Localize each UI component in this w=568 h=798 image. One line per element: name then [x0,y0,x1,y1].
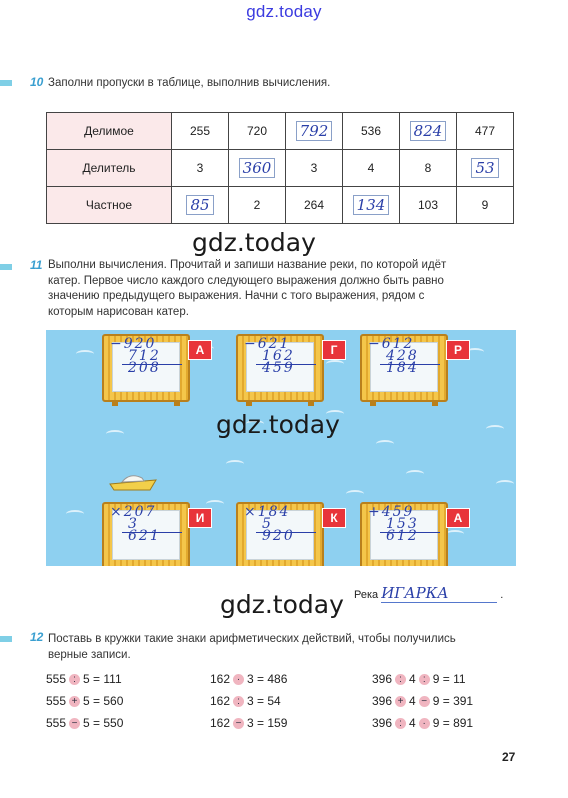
task-marker [0,264,12,270]
equation [46,716,123,730]
row-label: Частное [47,187,172,224]
task-12-line: верные записи. [48,648,131,661]
wave [226,460,244,468]
wave [496,480,514,488]
operator: − [110,336,124,352]
operand-b: 153 [386,516,419,532]
eq-rest: 9 = 391 [432,694,474,708]
board-leg [112,400,118,406]
operator: × [110,504,124,520]
operator-circle[interactable]: : [395,674,406,685]
task-marker [0,80,12,86]
operator-circle[interactable]: : [419,674,430,685]
eq-rest: 9 = 11 [432,672,466,686]
operator-circle[interactable]: + [395,696,406,707]
table-cell: 264 [286,187,343,224]
wave [446,530,464,538]
task-12-line: Поставь в кружки такие знаки арифметических действий, чтобы получились [48,633,456,645]
operator: × [244,504,258,520]
equation [210,694,281,708]
operator: − [368,336,382,352]
expression-board [102,334,205,402]
board-leg [432,400,438,406]
board-leg [308,400,314,406]
letter-tag: А [188,340,212,360]
operand-a: 920 [123,336,157,352]
table-row [47,187,514,224]
sum-line [122,532,182,533]
expression [110,338,161,374]
operand-b: 162 [262,348,295,364]
eq-rest: 3 = 159 [247,716,288,730]
operator-circle[interactable]: · [419,718,430,729]
operator: − [244,336,258,352]
eq-rest: 3 = 54 [247,694,281,708]
table-cell: 8 [400,150,457,187]
letter-tag: И [188,508,212,528]
answer-block [354,584,503,603]
operand-a: 612 [381,336,415,352]
wave [66,510,84,518]
eq-operand: 555 [46,694,67,708]
wave [376,440,394,448]
table-row [47,150,514,187]
eq-operand: 396 [372,694,393,708]
operand-a: 621 [257,336,291,352]
task-12-number: 12 [30,630,44,644]
eq-rest: 4 [409,672,416,686]
eq-operand: 555 [46,672,67,686]
board-leg [174,400,180,406]
operator-circle[interactable]: + [69,696,80,707]
task-10-number: 10 [30,75,44,89]
task-11-text [48,258,528,320]
eq-operand: 396 [372,672,393,686]
operand-b: 428 [386,348,419,364]
letter-tag: А [446,508,470,528]
handwritten-value: 360 [239,158,276,178]
equation [210,716,287,730]
task-11-line: Выполни вычисления. Прочитай и запиши название реки, по которой идёт [48,259,447,271]
table-row [47,113,514,150]
table-cell: 3 [286,150,343,187]
eq-rest: 4 [409,716,416,730]
result: 459 [262,360,295,376]
table-cell: 255 [172,113,229,150]
eq-rest: 5 = 560 [83,694,124,708]
expression-board [236,502,338,566]
operator-circle[interactable]: : [395,718,406,729]
table-cell: 4 [343,150,400,187]
result: 208 [128,360,161,376]
operator-circle[interactable]: − [233,718,244,729]
board-leg [246,400,252,406]
letter-tag: К [322,508,346,528]
table-cell [343,187,400,224]
expression-board [360,502,463,566]
answer-label: Река [354,589,379,601]
watermark-middle-2: gdz.today [216,410,340,439]
board-leg [370,400,376,406]
operand-a: 207 [123,504,157,520]
equation [46,694,123,708]
expression [368,338,419,374]
operator: + [368,504,382,520]
operand-b: 5 [262,516,273,532]
page-number: 27 [502,750,516,764]
task-11-line: катер. Первое число каждого следующего выражения должно быть равно [48,274,444,287]
operand-a: 459 [381,504,415,520]
eq-operand: 162 [210,694,231,708]
task-marker [0,636,12,642]
operator-circle[interactable]: : [69,674,80,685]
sum-line [380,532,440,533]
table-cell: 536 [343,113,400,150]
result: 612 [386,528,419,544]
eq-rest: 4 [409,694,416,708]
sum-line [122,364,182,365]
table-cell: 9 [457,187,514,224]
sum-line [380,364,440,365]
eq-rest: 5 = 111 [83,672,122,686]
expression [244,506,295,542]
wave [206,500,224,508]
equation [210,672,287,686]
expression-board [102,502,205,566]
table-cell [457,150,514,187]
expression-board [360,334,462,402]
task-11-line: которым нарисован катер. [48,305,189,318]
table-cell [172,187,229,224]
table-cell: 2 [229,187,286,224]
task-12-text [48,632,528,663]
handwritten-value: 792 [296,121,333,141]
operand-b: 3 [128,516,139,532]
handwritten-value: 134 [353,195,390,215]
operand-b: 712 [128,348,161,364]
table-cell [286,113,343,150]
wave [486,425,504,433]
sum-line [256,532,316,533]
task-10-text: Заполни пропуски в таблице, выполнив вычисления. [48,77,331,89]
watermark-text: gdz.today [220,590,344,619]
table-cell: 720 [229,113,286,150]
eq-rest: 9 = 891 [432,716,474,730]
table-cell: 103 [400,187,457,224]
letter-tag: Г [322,340,346,360]
wave [106,430,124,438]
row-label: Делимое [47,113,172,150]
expression [368,506,419,542]
wave [326,360,344,368]
table-cell [229,150,286,187]
table-cell: 477 [457,113,514,150]
answer-value: ИГАРКА [381,584,497,603]
equation [372,672,466,686]
eq-operand: 162 [210,716,231,730]
handwritten-value: 53 [471,158,498,178]
result: 621 [128,528,161,544]
expression [110,506,161,542]
handwritten-value: 824 [410,121,447,141]
expression [244,338,295,374]
wave [76,350,94,358]
operator-circle[interactable]: − [419,696,430,707]
task-11-line: значению предыдущего выражения. Начни с того выражения, рядом с [48,290,425,302]
watermark-top: gdz.today [246,2,322,21]
boat-icon [108,470,158,492]
eq-operand: 555 [46,716,67,730]
division-table [46,112,514,224]
wave [346,490,364,498]
row-label: Делитель [47,150,172,187]
eq-operand: 162 [210,672,231,686]
watermark-middle-3 [220,590,344,619]
equation [372,694,473,708]
handwritten-value: 85 [186,195,213,215]
wave [406,470,424,478]
watermark-middle-1: gdz.today [192,228,316,257]
eq-rest: 5 = 550 [83,716,124,730]
table-cell: 3 [172,150,229,187]
equation [372,716,473,730]
operand-a: 184 [257,504,291,520]
task-11-number: 11 [30,258,43,272]
river-scene [46,330,516,566]
letter-tag: Р [446,340,470,360]
eq-operand: 396 [372,716,393,730]
equation [46,672,122,686]
operator-circle[interactable]: − [69,718,80,729]
answer-end: . [500,589,504,601]
table-cell [400,113,457,150]
expression-board [236,334,338,402]
result: 920 [262,528,295,544]
sum-line [256,364,316,365]
operator-circle[interactable]: : [233,696,244,707]
operator-circle[interactable]: · [233,674,244,685]
eq-rest: 3 = 486 [247,672,288,686]
result: 184 [386,360,419,376]
